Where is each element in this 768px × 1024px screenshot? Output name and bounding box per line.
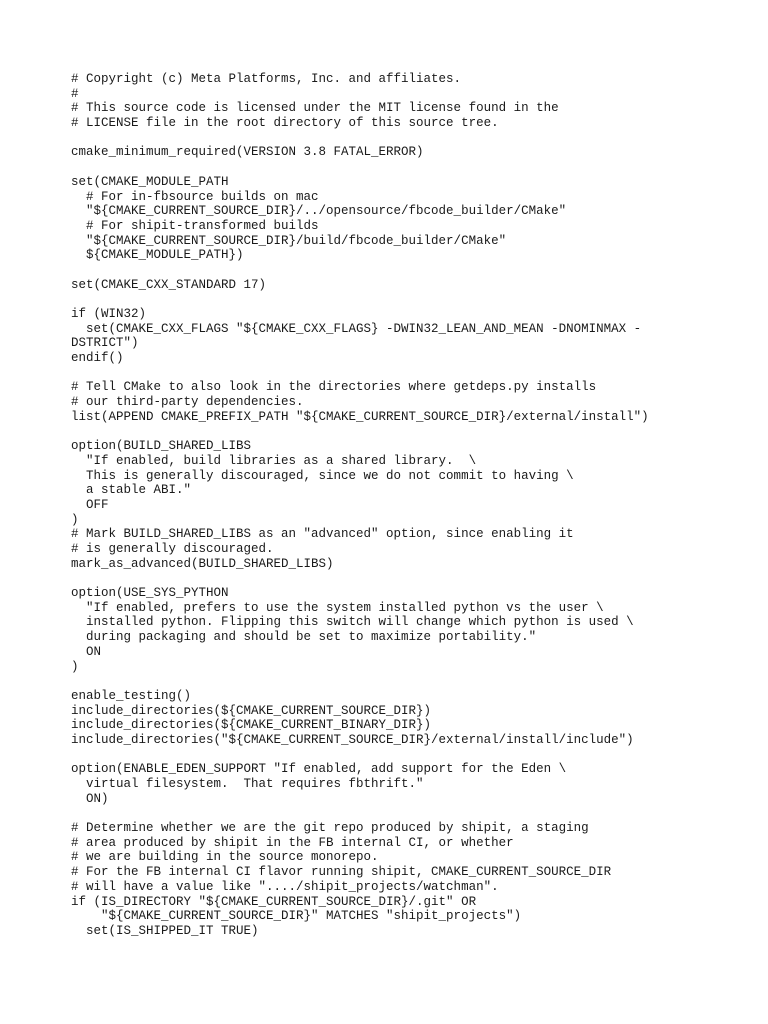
code-line [71, 160, 758, 175]
code-line: This is generally discouraged, since we do not commit to having \ [71, 468, 574, 483]
code-line: # For the FB internal CI flavor running shipit, CMAKE_CURRENT_SOURCE_DIR [71, 865, 612, 880]
code-line: ) [71, 659, 79, 674]
code-line: cmake_minimum_required(VERSION 3.8 FATAL_ERROR) [71, 145, 424, 160]
code-line: include_directories(${CMAKE_CURRENT_SOURCE_DIR}) [71, 703, 432, 718]
code-line: "${CMAKE_CURRENT_SOURCE_DIR}/build/fbcode_builder/CMake" [71, 233, 507, 248]
code-line: "If enabled, build libraries as a shared library. \ [71, 453, 477, 468]
code-line: "If enabled, prefers to use the system installed python vs the user \ [71, 600, 604, 615]
code-line [71, 425, 758, 440]
code-line: set(IS_SHIPPED_IT TRUE) [71, 923, 259, 938]
code-line: # Tell CMake to also look in the directories where getdeps.py installs [71, 380, 597, 395]
code-line: # our third-party dependencies. [71, 395, 304, 410]
code-line: # area produced by shipit in the FB internal CI, or whether [71, 835, 514, 850]
code-line: include_directories(${CMAKE_CURRENT_BINARY_DIR}) [71, 718, 432, 733]
code-line: list(APPEND CMAKE_PREFIX_PATH "${CMAKE_CURRENT_SOURCE_DIR}/external/install") [71, 409, 649, 424]
code-line: option(BUILD_SHARED_LIBS [71, 439, 252, 454]
code-line: a stable ABI." [71, 483, 192, 498]
code-listing [71, 72, 758, 939]
code-line: # Mark BUILD_SHARED_LIBS as an "advanced" option, since enabling it [71, 527, 574, 542]
code-line: option(ENABLE_EDEN_SUPPORT "If enabled, add support for the Eden \ [71, 762, 567, 777]
code-line: include_directories("${CMAKE_CURRENT_SOURCE_DIR}/external/install/include") [71, 732, 634, 747]
code-line: endif() [71, 351, 124, 366]
code-line: virtual filesystem. That requires fbthrift." [71, 777, 424, 791]
code-line [71, 263, 758, 278]
code-line: enable_testing() [71, 688, 192, 703]
code-line: # This source code is licensed under the MIT license found in the [71, 101, 559, 116]
code-line: # LICENSE file in the root directory of this source tree. [71, 116, 499, 131]
code-line [71, 674, 758, 689]
code-line: if (IS_DIRECTORY "${CMAKE_CURRENT_SOURCE_DIR}/.git" OR [71, 894, 477, 909]
code-line: # For in-fbsource builds on mac [71, 189, 319, 204]
document-page [71, 72, 758, 939]
code-line: mark_as_advanced(BUILD_SHARED_LIBS) [71, 556, 334, 571]
code-line [71, 131, 758, 146]
code-line: during packaging and should be set to maximize portability." [71, 630, 537, 645]
code-line: "${CMAKE_CURRENT_SOURCE_DIR}/../opensource/fbcode_builder/CMake" [71, 204, 567, 219]
code-line [71, 292, 758, 307]
code-line: set(CMAKE_MODULE_PATH [71, 174, 229, 189]
code-line: ON) [71, 791, 109, 806]
code-line [71, 571, 758, 586]
code-line: # we are building in the source monorepo. [71, 850, 379, 865]
code-line [71, 748, 758, 763]
code-line [71, 806, 758, 821]
code-line: set(CMAKE_CXX_STANDARD 17) [71, 277, 267, 292]
code-line: set(CMAKE_CXX_FLAGS "${CMAKE_CXX_FLAGS} -DWIN32_LEAN_AND_MEAN -DNOMINMAX - [71, 321, 642, 336]
code-line: ) [71, 512, 79, 527]
code-line: "${CMAKE_CURRENT_SOURCE_DIR}" MATCHES "shipit_projects") [71, 909, 522, 924]
code-line: ON [71, 644, 102, 659]
code-line [71, 366, 758, 381]
code-line: # [71, 86, 79, 101]
code-line: DSTRICT") [71, 336, 139, 351]
code-line: installed python. Flipping this switch will change which python is used \ [71, 615, 634, 630]
code-line: # Determine whether we are the git repo produced by shipit, a staging [71, 821, 589, 836]
code-line: # will have a value like "..../shipit_projects/watchman". [71, 879, 499, 894]
code-line: OFF [71, 497, 109, 512]
code-line: ${CMAKE_MODULE_PATH}) [71, 248, 244, 263]
code-line: # For shipit-transformed builds [71, 218, 319, 233]
code-line: option(USE_SYS_PYTHON [71, 586, 229, 601]
code-line: # Copyright (c) Meta Platforms, Inc. and affiliates. [71, 72, 462, 86]
code-line: # is generally discouraged. [71, 542, 274, 556]
code-line: if (WIN32) [71, 307, 147, 321]
